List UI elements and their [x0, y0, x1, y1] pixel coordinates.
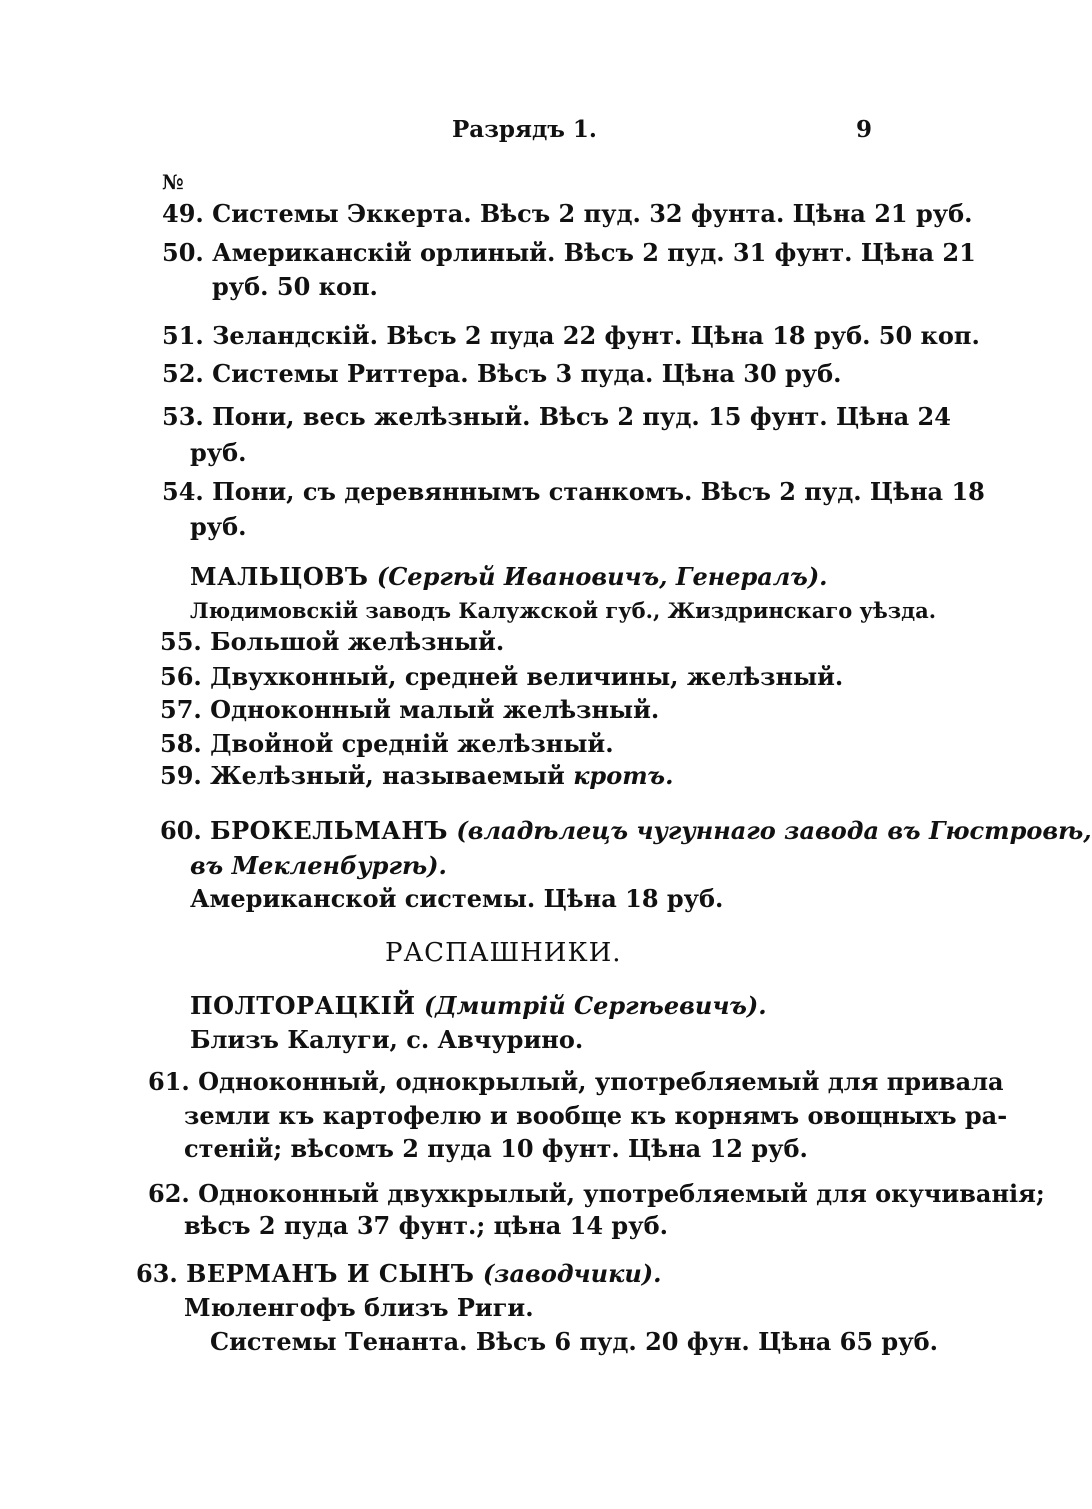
- list-item-60: [160, 813, 1092, 849]
- item-text: Системы Эккерта. Вѣсъ 2 пуд. 32 фунта. Цѣна 21 руб.: [212, 199, 973, 228]
- item-text: Пони, съ деревяннымъ станкомъ. Вѣсъ 2 пуд. Цѣна 18: [212, 477, 985, 506]
- item-number: 62.: [148, 1179, 190, 1208]
- list-item-61: [148, 1064, 1004, 1100]
- page-number: 9: [856, 116, 873, 143]
- manufacturer-detail: (Сергѣй Ивановичъ, Генералъ).: [376, 562, 828, 591]
- list-item-59: [160, 758, 673, 794]
- item-number: 52.: [162, 359, 204, 388]
- item-61-line-3: стеній; вѣсомъ 2 пуда 10 фунт. Цѣна 12 руб.: [184, 1134, 808, 1163]
- manufacturer-maltsov: [190, 559, 828, 595]
- item-number: 56.: [160, 662, 202, 691]
- item-text: Одноконный, однокрылый, употребляемый для привала: [198, 1067, 1004, 1096]
- list-item-63: [136, 1256, 662, 1292]
- list-item-62: [148, 1176, 1045, 1212]
- manufacturer-detail: (Дмитрій Сергѣевичъ).: [423, 991, 767, 1020]
- item-text: Двухконный, средней величины, желѣзный.: [210, 662, 844, 691]
- manufacturer-name: БРОКЕЛЬМАНЪ: [210, 816, 448, 845]
- item-text: Большой желѣзный.: [210, 627, 505, 656]
- list-item-50-cont: руб. 50 коп.: [212, 272, 378, 301]
- numero-sign: №: [162, 170, 184, 194]
- manufacturer-place: Людимовскій заводъ Калужской губ., Жиздринскаго уѣзда.: [190, 598, 937, 623]
- list-item-55: [160, 624, 504, 660]
- list-item-53: [162, 399, 951, 435]
- item-61-line-2: земли къ картофелю и вообще къ корнямъ овощныхъ ра-: [184, 1101, 1008, 1130]
- list-item-54-cont: руб.: [190, 512, 247, 541]
- item-text: Системы Риттера. Вѣсъ 3 пуда. Цѣна 30 руб.: [212, 359, 842, 388]
- manufacturer-place: Мюленгофъ близъ Риги.: [184, 1293, 534, 1322]
- item-number: 59.: [160, 761, 202, 790]
- list-item-51: [162, 318, 980, 354]
- item-italic: кротъ.: [573, 761, 674, 790]
- manufacturer-name: МАЛЬЦОВЪ: [190, 562, 369, 591]
- manufacturer-detail: (владѣлецъ чугуннаго завода въ Гюстровѣ,: [456, 816, 1092, 845]
- list-item-56: [160, 659, 843, 695]
- list-item-50: [162, 235, 976, 271]
- item-text: Зеландскій. Вѣсъ 2 пуда 22 фунт. Цѣна 18 руб. 50 коп.: [212, 321, 980, 350]
- item-number: 58.: [160, 729, 202, 758]
- list-item-58: [160, 726, 614, 762]
- list-item-54: [162, 474, 985, 510]
- item-number: 54.: [162, 477, 204, 506]
- list-item-52: [162, 356, 842, 392]
- running-header: Разрядъ 1.: [452, 116, 597, 143]
- item-number: 63.: [136, 1259, 178, 1288]
- list-item-57: [160, 692, 659, 728]
- item-text: Желѣзный, называемый: [210, 761, 565, 790]
- item-62-line-2: вѣсъ 2 пуда 37 фунт.; цѣна 14 руб.: [184, 1211, 668, 1240]
- item-number: 57.: [160, 695, 202, 724]
- item-text: Одноконный малый желѣзный.: [210, 695, 660, 724]
- item-number: 53.: [162, 402, 204, 431]
- item-text: Одноконный двухкрылый, употребляемый для окучиванія;: [198, 1179, 1045, 1208]
- item-63-desc: Системы Тенанта. Вѣсъ 6 пуд. 20 фун. Цѣна 65 руб.: [210, 1327, 938, 1356]
- item-number: 51.: [162, 321, 204, 350]
- item-number: 49.: [162, 199, 204, 228]
- section-title: РАСПАШНИКИ.: [385, 938, 622, 968]
- item-number: 55.: [160, 627, 202, 656]
- manufacturer-name: ПОЛТОРАЦКІЙ: [190, 991, 416, 1020]
- item-60-desc: Американской системы. Цѣна 18 руб.: [190, 884, 724, 913]
- item-text: Двойной средній желѣзный.: [210, 729, 614, 758]
- manufacturer-place: Близъ Калуги, с. Авчурино.: [190, 1025, 584, 1054]
- list-item-53-cont: руб.: [190, 438, 247, 467]
- manufacturer-poltoratsky: [190, 988, 767, 1024]
- list-item-49: [162, 196, 972, 232]
- item-number: 61.: [148, 1067, 190, 1096]
- item-number: 50.: [162, 238, 204, 267]
- item-text: Пони, весь желѣзный. Вѣсъ 2 пуд. 15 фунт. Цѣна 24: [212, 402, 951, 431]
- item-number: 60.: [160, 816, 202, 845]
- manufacturer-detail: (заводчики).: [482, 1259, 662, 1288]
- manufacturer-name: ВЕРМАНЪ И СЫНЪ: [186, 1259, 475, 1288]
- item-text: Американскій орлиный. Вѣсъ 2 пуд. 31 фунт. Цѣна 21: [212, 238, 976, 267]
- manufacturer-detail-cont: въ Мекленбургѣ).: [190, 851, 447, 880]
